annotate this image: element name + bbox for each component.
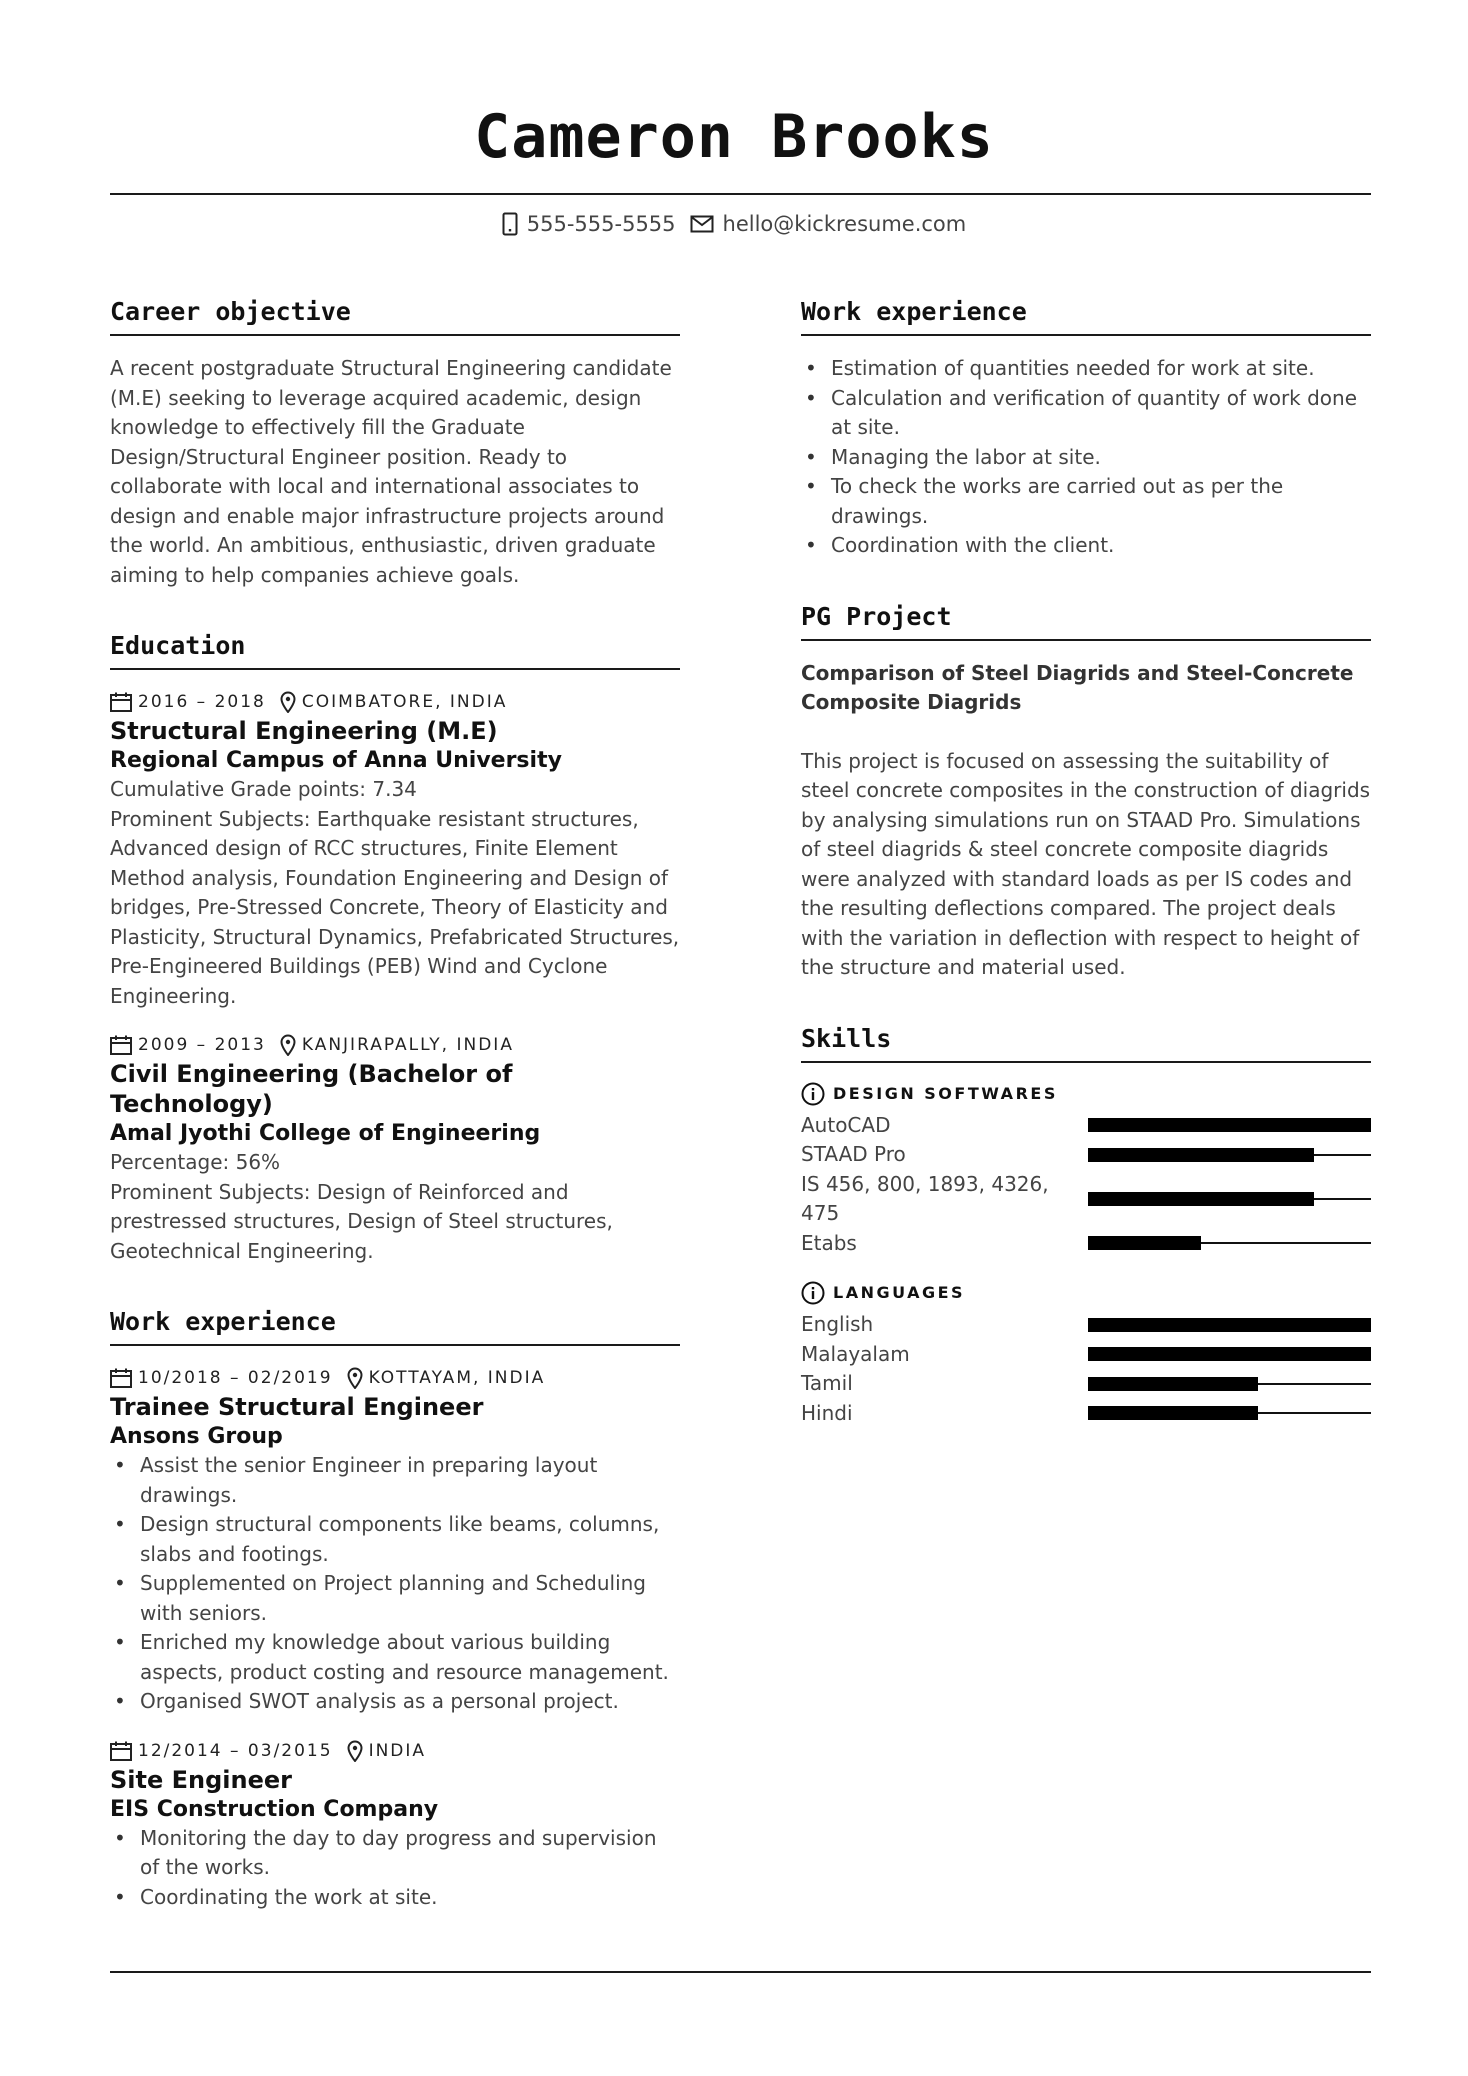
- skill-row: [801, 1140, 1371, 1170]
- job-title: Trainee Structural Engineer: [110, 1393, 484, 1421]
- skill-row: [801, 1399, 1371, 1429]
- section-title-work-experience: Work experience: [801, 296, 1371, 336]
- entry-meta: [110, 1364, 680, 1392]
- subjects-text: Prominent Subjects: Design of Reinforced and prestressed structures, Design of Steel structures, Geotechnical Engineering.: [110, 1179, 613, 1263]
- skill-name: IS 456, 800, 1893, 4326, 475: [801, 1171, 1049, 1225]
- list-item: • Design structural components like beams, columns, slabs and footings.: [110, 1510, 680, 1569]
- calendar-icon: [110, 692, 132, 712]
- skill-level-bar: [1088, 1377, 1371, 1391]
- education-entry: [110, 688, 680, 1011]
- calendar-icon: [110, 1741, 132, 1761]
- skill-group-header: [801, 1081, 1371, 1107]
- company-name: EIS Construction Company: [110, 1796, 439, 1822]
- contact-bar: [0, 209, 1468, 239]
- list-item: • To check the works are carried out as per the drawings.: [801, 472, 1371, 531]
- education-section: [110, 630, 680, 1266]
- pg-project-section: [801, 601, 1371, 983]
- location-pin-icon: [280, 691, 296, 713]
- list-item: • Estimation of quantities needed for work at site.: [801, 354, 1371, 384]
- section-title-pg-project: PG Project: [801, 601, 1371, 641]
- email-address[interactable]: hello@kickresume.com: [722, 212, 967, 236]
- work-experience-section-left: [110, 1306, 680, 1912]
- skill-row: [801, 1229, 1371, 1259]
- list-item: • Monitoring the day to day progress and supervision of the works.: [110, 1824, 680, 1883]
- entry-meta: [110, 688, 680, 716]
- info-icon: [801, 1281, 825, 1305]
- duties-list: [110, 1451, 680, 1717]
- section-title-work-experience: Work experience: [110, 1306, 680, 1346]
- skill-group-name: DESIGN SOFTWARES: [833, 1083, 1058, 1103]
- skill-name: AutoCAD: [801, 1112, 891, 1137]
- calendar-icon: [110, 1368, 132, 1388]
- section-title-education: Education: [110, 630, 680, 670]
- skill-name: English: [801, 1312, 874, 1336]
- skill-name: Tamil: [801, 1371, 853, 1395]
- skill-group-design-softwares: [801, 1081, 1371, 1259]
- entry-meta: [110, 1737, 680, 1765]
- candidate-name: Cameron Brooks: [474, 102, 994, 172]
- work-experience-section-right: [801, 296, 1371, 561]
- contact-phone: [502, 209, 676, 239]
- list-item: • Managing the labor at site.: [801, 443, 1371, 473]
- skill-row: [801, 1170, 1371, 1229]
- subjects-text: Prominent Subjects: Earthquake resistant structures, Advanced design of RCC structures, Finite Element Method analysis, Foundation Engineering and Design of bridges, Pre-Stressed Concrete, Theory of Elasticity and Plasticity, Structural Dynamics, Prefabricated Structures, Pre-Engineered Buildings (PEB) Wind and Cyclone Engineering.: [110, 806, 680, 1008]
- list-item: • Organised SWOT analysis as a personal project.: [110, 1687, 680, 1717]
- grade-text: Percentage: 56%: [110, 1150, 281, 1174]
- list-item: • Calculation and verification of quantity of work done at site.: [801, 384, 1371, 443]
- entry-dates: 10/2018 – 02/2019: [138, 1368, 333, 1388]
- degree-title: Structural Engineering (M.E): [110, 717, 498, 745]
- mail-icon: [690, 215, 714, 233]
- phone-icon: [502, 212, 518, 236]
- section-title-career-objective: Career objective: [110, 296, 680, 336]
- school-name: Regional Campus of Anna University: [110, 748, 562, 773]
- skill-level-bar: [1088, 1347, 1371, 1361]
- skills-section: [801, 1023, 1371, 1429]
- skill-name: Etabs: [801, 1230, 857, 1255]
- skill-level-bar: [1088, 1406, 1371, 1420]
- project-title: Comparison of Steel Diagrids and Steel-Concrete Composite Diagrids: [801, 660, 1354, 714]
- info-icon: [801, 1082, 825, 1106]
- skill-row: [801, 1340, 1371, 1370]
- duties-list: [801, 354, 1371, 561]
- skill-name: STAAD Pro: [801, 1142, 906, 1166]
- work-entry: [110, 1364, 680, 1717]
- skill-row: [801, 1111, 1371, 1141]
- skill-group-header: [801, 1280, 1371, 1306]
- skill-group-languages: [801, 1280, 1371, 1428]
- entry-dates: 12/2014 – 03/2015: [138, 1740, 333, 1761]
- footer-divider: [110, 1971, 1371, 1973]
- entry-dates: 2009 – 2013: [138, 1035, 266, 1055]
- skill-level-bar: [1088, 1118, 1371, 1132]
- contact-email: [690, 209, 967, 239]
- calendar-icon: [110, 1035, 132, 1055]
- entry-dates: 2016 – 2018: [138, 692, 266, 712]
- entry-location: COIMBATORE, INDIA: [301, 692, 508, 712]
- company-name: Ansons Group: [110, 1424, 283, 1449]
- skill-row: [801, 1310, 1371, 1340]
- skill-level-bar: [1088, 1148, 1371, 1162]
- entry-meta: [110, 1031, 680, 1059]
- education-entry: [110, 1031, 680, 1266]
- list-item: • Coordination with the client.: [801, 531, 1371, 561]
- skill-row: [801, 1369, 1371, 1399]
- list-item: • Supplemented on Project planning and Scheduling with seniors.: [110, 1569, 680, 1628]
- career-objective-section: [110, 296, 680, 590]
- skill-name: Hindi: [801, 1400, 853, 1425]
- skill-level-bar: [1088, 1192, 1371, 1206]
- duties-list: [110, 1824, 680, 1913]
- left-column: [110, 296, 680, 1952]
- grade-text: Cumulative Grade points: 7.34: [110, 777, 417, 801]
- list-item: • Coordinating the work at site.: [110, 1883, 680, 1913]
- section-title-skills: Skills: [801, 1023, 1371, 1063]
- entry-location: KANJIRAPALLY, INDIA: [301, 1035, 514, 1055]
- phone-number[interactable]: 555-555-5555: [526, 212, 676, 236]
- location-pin-icon: [347, 1367, 363, 1389]
- entry-location: INDIA: [368, 1740, 427, 1761]
- job-title: Site Engineer: [110, 1765, 292, 1794]
- list-item: • Enriched my knowledge about various building aspects, product costing and resource management.: [110, 1628, 680, 1687]
- location-pin-icon: [280, 1034, 296, 1056]
- skill-level-bar: [1088, 1236, 1371, 1250]
- location-pin-icon: [347, 1740, 363, 1762]
- project-description: This project is focused on assessing the suitability of steel concrete composites in the construction of diagrids by analysing simulations run on STAAD Pro. Simulations of steel diagrids & steel concrete composite diagrids were analyzed with standard loads as per IS codes and the resulting deflections compared. The project deals with the variation in deflection with respect to height of the structure and material used.: [801, 748, 1371, 979]
- skill-group-name: LANGUAGES: [833, 1283, 966, 1302]
- list-item: • Assist the senior Engineer in preparing layout drawings.: [110, 1451, 680, 1510]
- skill-name: Malayalam: [801, 1341, 910, 1366]
- career-objective-text: A recent postgraduate Structural Engineering candidate (M.E) seeking to leverage acquired academic, design knowledge to effectively fill the Graduate Design/Structural Engineer position. Ready to collaborate with local and international associates to design and enable major infrastructure projects around the world. An ambitious, enthusiastic, driven graduate aiming to help companies achieve goals.: [110, 356, 672, 587]
- header-divider: [110, 193, 1371, 195]
- school-name: Amal Jyothi College of Engineering: [110, 1121, 541, 1146]
- skill-level-bar: [1088, 1318, 1371, 1332]
- work-entry: [110, 1737, 680, 1913]
- degree-title: Civil Engineering (Bachelor of Technology): [110, 1060, 513, 1118]
- entry-location: KOTTAYAM, INDIA: [368, 1368, 546, 1388]
- right-column: [801, 296, 1371, 1468]
